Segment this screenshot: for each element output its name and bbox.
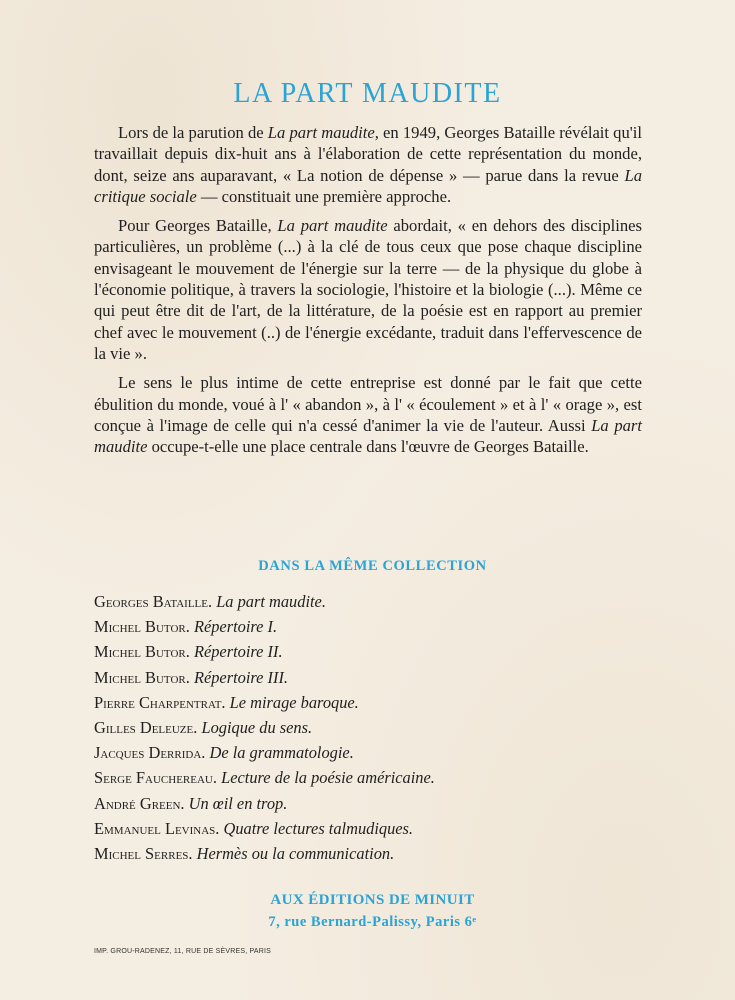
book-list-item — [94, 791, 654, 816]
collection-heading: DANS LA MÊME COLLECTION — [258, 558, 487, 574]
book-title: La part maudite. — [216, 592, 326, 611]
book-title: Répertoire II. — [193, 642, 283, 662]
paragraph-text: abordait, « en dehors des disciplines particulières, un problème (...) à la clé de tous ceux que pose chaque discipline envisageant le mouvement de l'énergie sur la terre — de la physique du globe à l'économie politique, à travers la sociologie, l'histoire et la biologie (...). Même ce qui peut être dit de l'art, de la littérature, de la poésie est en rapport au premier chef avec le mouvement (..) de l'énergie excédante, traduit dans l'effervescence de la vie ». — [94, 216, 643, 363]
book-title: Un œil en trop. — [188, 793, 288, 813]
paragraph-text: en 1949, Georges Bataille révélait qu'il travaillait depuis dix-huit ans à l'élaboration de cette représentation du monde, dont, seize ans auparavant, « La notion de dépense » — parue dans la revue — [94, 123, 642, 185]
paragraph — [94, 215, 642, 364]
book-author: Michel Butor. — [94, 642, 190, 662]
paragraph-text: — constituait une première approche. — [196, 186, 452, 206]
book-author: Michel Butor. — [94, 667, 190, 687]
paragraph-text: Pour Georges Bataille, — [118, 216, 278, 236]
italic-title-text: La part maudite, — [267, 123, 379, 142]
book-list-item — [94, 740, 654, 765]
paragraph-text: Le sens le plus intime de cette entreprise est donné par le fait que cette ébulition du monde, voué à l' « abandon », à l' « écoulement » et à l' « orage », est conçue à l'image de celle qui n'a cessé d'animer la vie de l'auteur. Aussi — [94, 373, 642, 435]
printer-imprint: IMP. GROU-RADENEZ, 11, RUE DE SÈVRES, PARIS — [94, 948, 272, 955]
book-title: Hermès ou la communication. — [196, 844, 395, 864]
book-list-item — [94, 639, 654, 664]
page-title: LA PART MAUDITE — [233, 78, 502, 109]
book-title: Le mirage baroque. — [229, 692, 359, 712]
book-author: Michel Butor. — [94, 617, 190, 637]
paragraph — [94, 122, 642, 207]
book-author: Georges Bataille. — [94, 592, 213, 611]
book-list-item — [94, 690, 654, 715]
book-author: Emmanuel Levinas. — [94, 818, 220, 838]
book-author: Jacques Derrida. — [94, 743, 206, 763]
italic-title-text: La critique sociale — [94, 165, 642, 206]
book-title: De la grammatologie. — [209, 743, 354, 763]
book-list-item — [94, 665, 654, 690]
book-list-item — [94, 841, 654, 866]
italic-title-text: La part maudite — [277, 216, 388, 236]
book-list — [94, 589, 654, 866]
italic-title-text: La part maudite — [94, 415, 642, 457]
book-list-item — [94, 816, 654, 841]
paragraph-text: Lors de la parution de — [118, 123, 268, 142]
book-list-item — [94, 614, 654, 639]
book-title: Quatre lectures talmudiques. — [223, 818, 414, 838]
book-list-item — [94, 589, 654, 614]
book-author: Pierre Charpentrat. — [94, 692, 226, 712]
paragraph-text: occupe-t-elle une place centrale dans l'œuvre de Georges Bataille. — [147, 437, 589, 457]
paragraph — [94, 372, 642, 457]
book-title: Logique du sens. — [201, 718, 313, 738]
description-text — [94, 122, 642, 465]
book-list-item — [94, 765, 654, 790]
book-title: Lecture de la poésie américaine. — [221, 768, 435, 788]
book-author: Gilles Deleuze. — [94, 718, 198, 738]
book-list-item — [94, 715, 654, 740]
publisher-name: AUX ÉDITIONS DE MINUIT — [270, 892, 475, 908]
book-author: Serge Fauchereau. — [94, 768, 217, 788]
book-title: Répertoire I. — [193, 617, 278, 637]
book-title: Répertoire III. — [193, 667, 289, 687]
book-author: Michel Serres. — [94, 844, 193, 864]
publisher-address: 7, rue Bernard-Palissy, Paris 6ᵉ — [268, 914, 477, 930]
book-author: André Green. — [94, 793, 185, 813]
